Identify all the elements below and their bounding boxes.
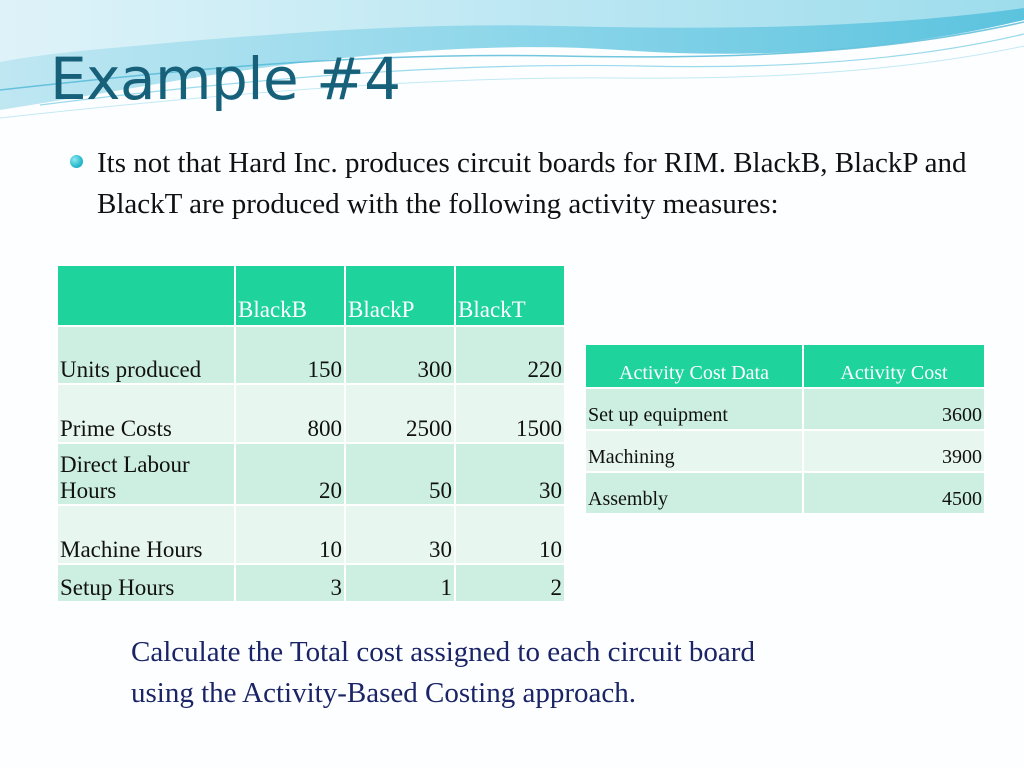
row-label: Prime Costs <box>57 384 235 443</box>
question-line: Calculate the Total cost assigned to each circuit board <box>131 636 755 668</box>
column-header: Activity Cost <box>803 344 985 388</box>
column-header: BlackT <box>455 265 565 326</box>
table-header-row <box>585 344 985 388</box>
activity-measures-table <box>56 264 566 603</box>
bullet-point <box>70 143 990 225</box>
row-label: Units produced <box>57 326 235 384</box>
table-cell: 2 <box>455 564 565 602</box>
row-label: Setup Hours <box>57 564 235 602</box>
column-header: Activity Cost Data <box>585 344 803 388</box>
activity-cost-table <box>584 343 986 515</box>
table-row <box>57 384 565 443</box>
row-label: Machining <box>585 430 803 472</box>
question-line: using the Activity-Based Costing approach. <box>131 677 637 709</box>
table-cell: 3 <box>235 564 345 602</box>
table-cell: 220 <box>455 326 565 384</box>
table-row <box>57 564 565 602</box>
table-cell: 50 <box>345 443 455 505</box>
table-cell: 30 <box>455 443 565 505</box>
table-cell: 800 <box>235 384 345 443</box>
bullet-dot-icon <box>70 155 83 168</box>
column-header: BlackB <box>235 265 345 326</box>
bullet-text: Its not that Hard Inc. produces circuit boards for RIM. BlackB, BlackP and BlackT are produced with the following activity measures: <box>97 147 967 220</box>
table-cell: 3600 <box>803 388 985 430</box>
table-row <box>57 326 565 384</box>
table-row <box>57 443 565 505</box>
table-cell: 300 <box>345 326 455 384</box>
table-row <box>585 472 985 514</box>
table-cell: 1500 <box>455 384 565 443</box>
column-header: BlackP <box>345 265 455 326</box>
table-row <box>585 388 985 430</box>
table-cell: 30 <box>345 505 455 564</box>
table-cell: 150 <box>235 326 345 384</box>
table-header-row <box>57 265 565 326</box>
table-cell: 20 <box>235 443 345 505</box>
table-row <box>585 430 985 472</box>
row-label: Set up equipment <box>585 388 803 430</box>
row-label: Assembly <box>585 472 803 514</box>
row-label: Machine Hours <box>57 505 235 564</box>
row-label: Direct Labour Hours <box>57 443 235 505</box>
table-cell: 10 <box>455 505 565 564</box>
table-cell: 2500 <box>345 384 455 443</box>
slide-title: Example #4 <box>50 45 401 113</box>
table-row <box>57 505 565 564</box>
table-cell: 1 <box>345 564 455 602</box>
column-header <box>57 265 235 326</box>
table-cell: 3900 <box>803 430 985 472</box>
question-text <box>131 632 991 714</box>
table-cell: 4500 <box>803 472 985 514</box>
table-cell: 10 <box>235 505 345 564</box>
